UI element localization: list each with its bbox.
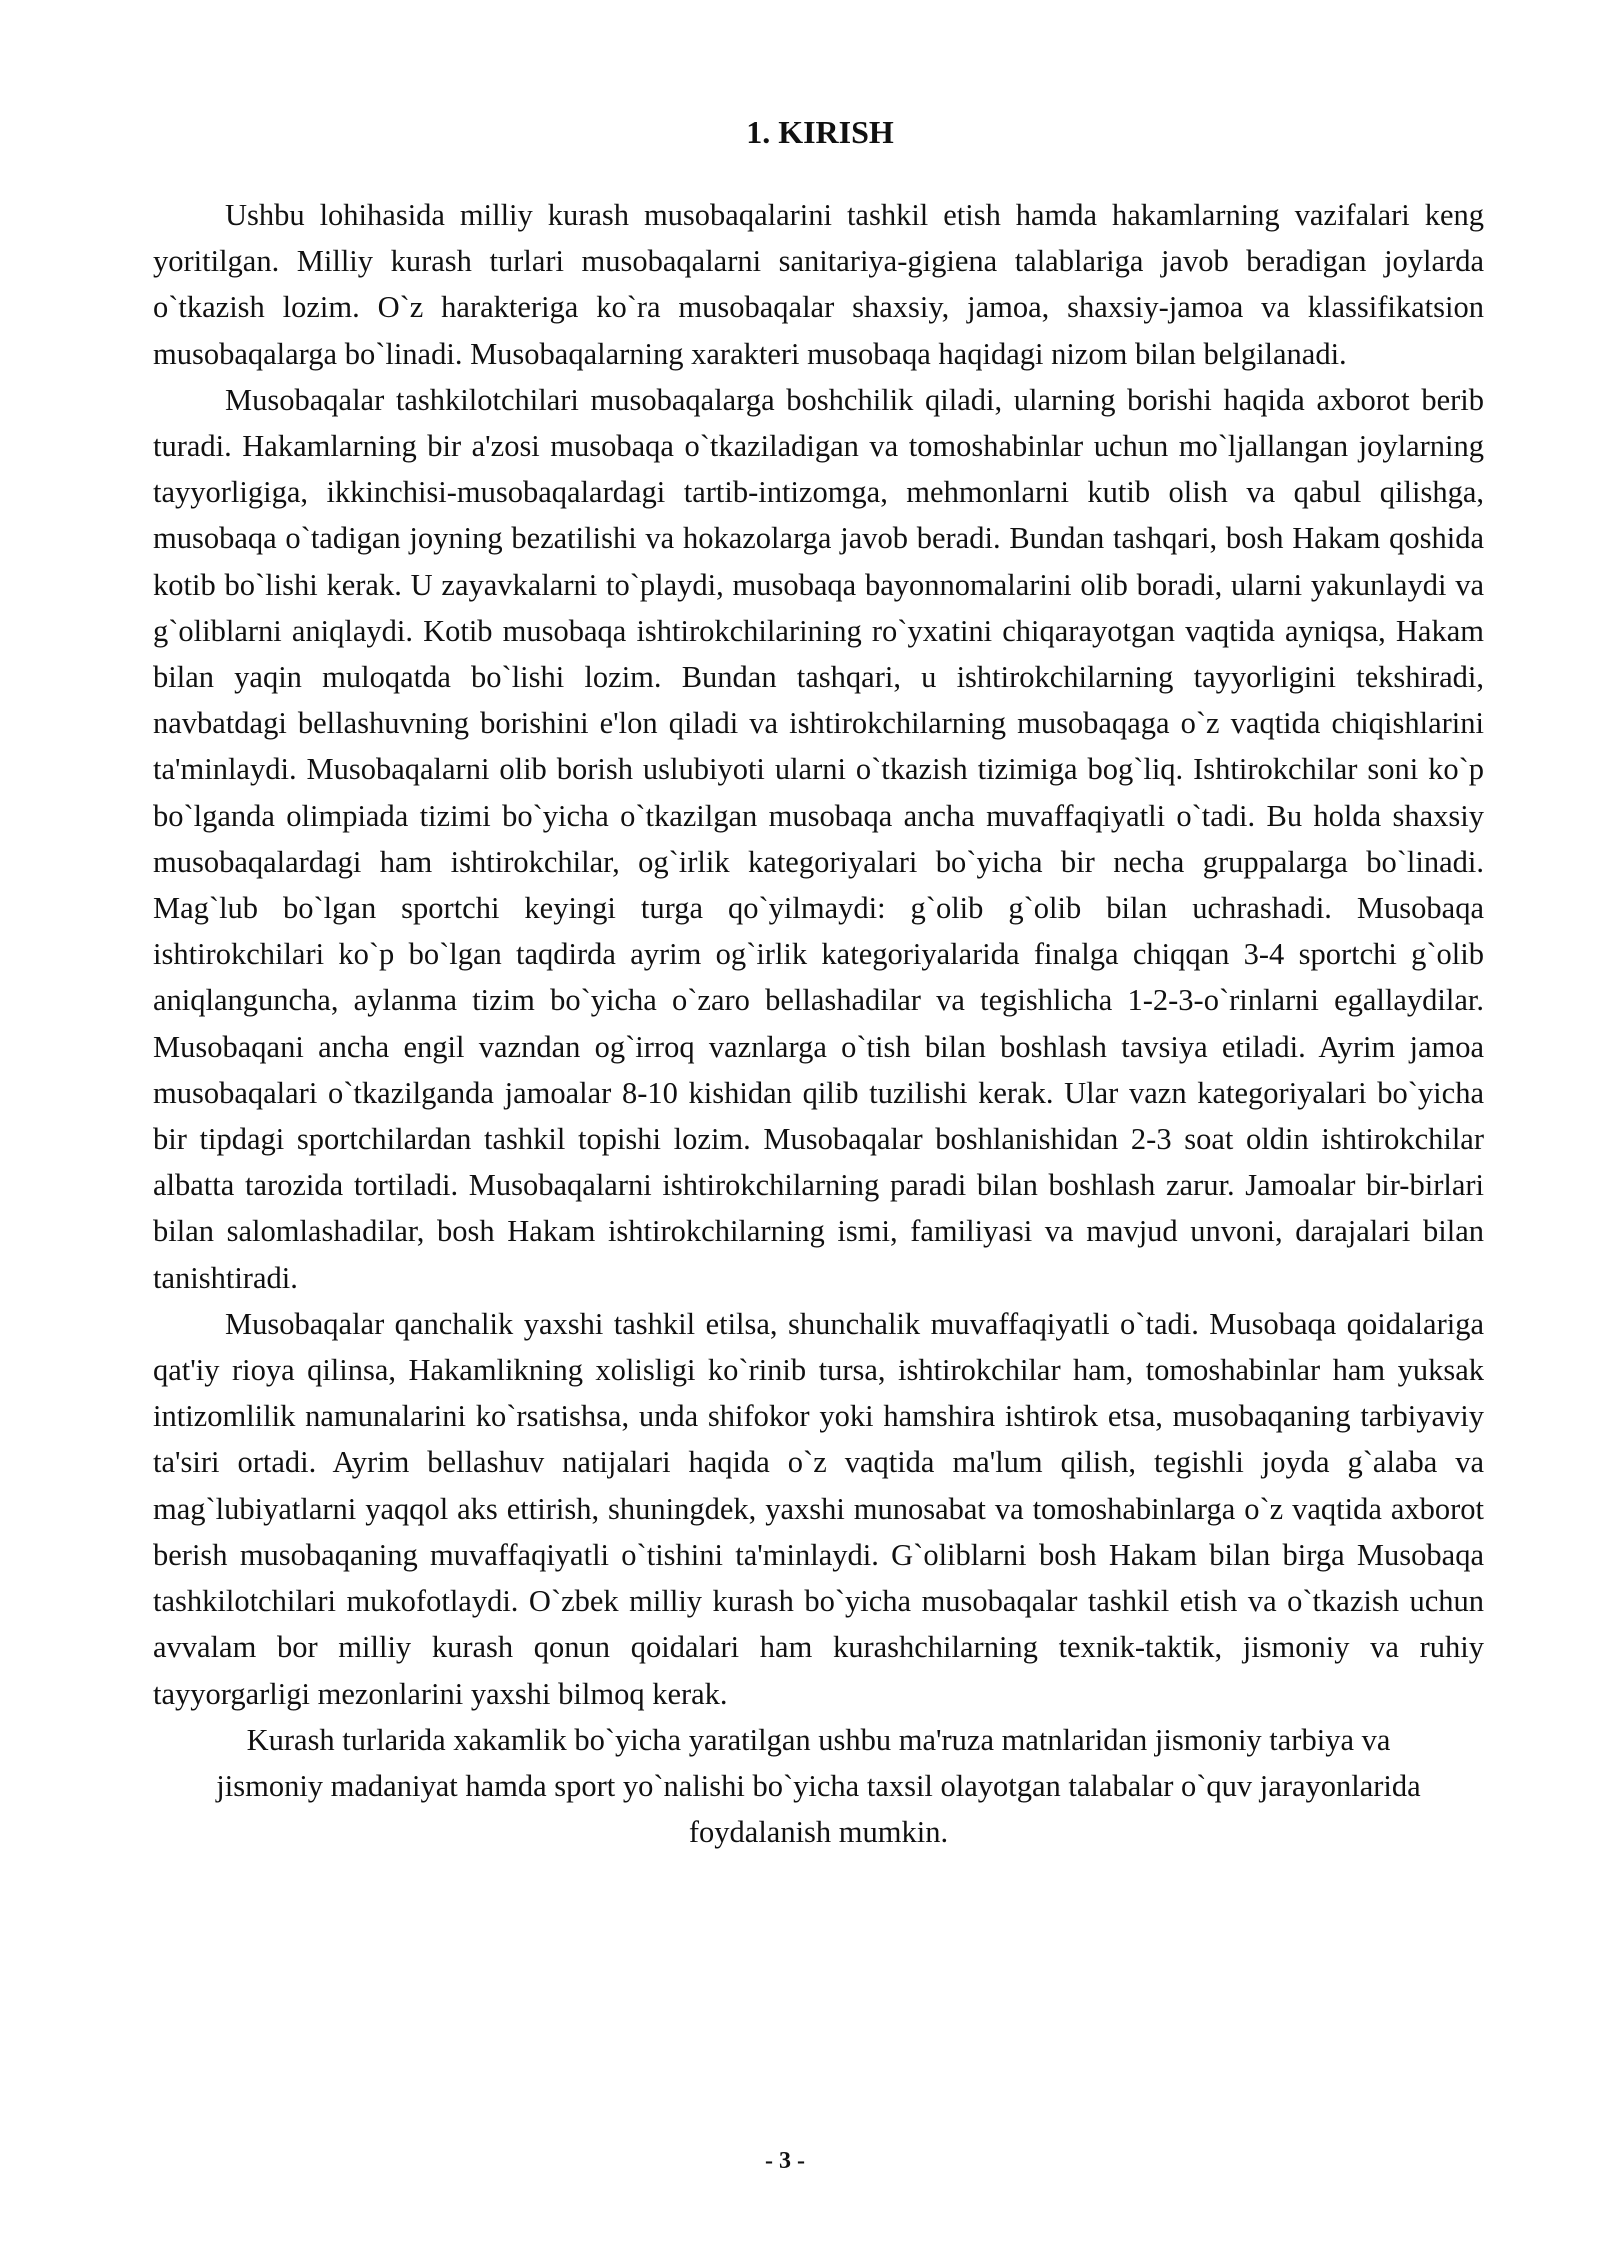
paragraph-1: Ushbu lohihasida milliy kurash musobaqalarini tashkil etish hamda hakamlarning vazifalari keng yoritilgan. Milliy kurash turlari musobaqalarni sanitariya-gigiena talablariga javob beradigan joylarda o`tkazish lozim. O`z harakteriga ko`ra musobaqalar shaxsiy, jamoa, shaxsiy-jamoa va klassifikatsion musobaqalarga bo`linadi. Musobaqalarning xarakteri musobaqa haqidagi nizom bilan belgilanadi. [153, 198, 1484, 371]
section-title: 1. KIRISH [746, 114, 894, 150]
paragraph-3: Musobaqalar qanchalik yaxshi tashkil etilsa, shunchalik muvaffaqiyatli o`tadi. Musobaqa qoidalariga qat'iy rioya qilinsa, Hakamlikning xolisligi ko`rinib tursa, ishtirokchilar ham, tomoshabinlar ham yuksak intizomlilik namunalarini ko`rsatishsa, unda shifokor yoki hamshira ishtirok etsa, musobaqaning tarbiyaviy ta'siri ortadi. Ayrim bellashuv natijalari haqida o`z vaqtida ma'lum qilish, tegishli joyda g`alaba va mag`lubiyatlarni yaqqol aks ettirish, shuningdek, yaxshi munosabat va tomoshabinlarga o`z vaqtida axborot berish musobaqaning muvaffaqiyatli o`tishini ta'minlaydi. G`oliblarni bosh Hakam bilan birga Musobaqa tashkilotchilari mukofotlaydi. O`zbek milliy kurash bo`yicha musobaqalar tashkil etish va o`tkazish uchun avvalam bor milliy kurash qonun qoidalari ham kurashchilarning texnik-taktik, jismoniy va ruhiy tayyorgarligi mezonlarini yaxshi bilmoq kerak. [153, 1306, 1484, 1711]
page-number: - 3 - [765, 2148, 805, 2174]
paragraph-2: Musobaqalar tashkilotchilari musobaqalarga boshchilik qiladi, ularning borishi haqida axborot berib turadi. Hakamlarning bir a'zosi musobaqa o`tkaziladigan va tomoshabinlar uchun mo`ljallangan joylarning tayyorligiga, ikkinchisi-musobaqalardagi tartib-intizomga, mehmonlarni kutib olish va qabul qilishga, musobaqa o`tadigan joyning bezatilishi va hokazolarga javob beradi. Bundan tashqari, bosh Hakam qoshida kotib bo`lishi kerak. U zayavkalarni to`playdi, musobaqa bayonnomalarini olib boradi, ularni yakunlaydi va g`oliblarni aniqlaydi. Kotib musobaqa ishtirokchilarining ro`yxatini chiqarayotgan vaqtida ayniqsa, Hakam bilan yaqin muloqatda bo`lishi lozim. Bundan tashqari, u ishtirokchilarning tayyorligini tekshiradi, navbatdagi bellashuvning borishini e'lon qiladi va ishtirokchilarning musobaqaga o`z vaqtida chiqishlarini ta'minlaydi. Musobaqalarni olib borish uslubiyoti ularni o`tkazish tizimiga bog`liq. Ishtirokchilar soni ko`p bo`lganda olimpiada tizimi bo`yicha o`tkazilgan musobaqa ancha muvaffaqiyatli o`tadi. Bu holda shaxsiy musobaqalardagi ham ishtirokchilar, og`irlik kategoriyalari bo`yicha bir necha gruppalarga bo`linadi. Mag`lub bo`lgan sportchi keyingi turga qo`yilmaydi: g`olib g`olib bilan uchrashadi. Musobaqa ishtirokchilari ko`p bo`lgan taqdirda ayrim og`irlik kategoriyalarida finalga chiqqan 3-4 sportchi g`olib aniqlanguncha, aylanma tizim bo`yicha o`zaro bellashadilar va tegishlicha 1-2-3-o`rinlarni egallaydilar. Musobaqani ancha engil vazndan og`irroq vaznlarga o`tish bilan boshlash tavsiya etiladi. Ayrim jamoa musobaqalari o`tkazilganda jamoalar 8-10 kishidan qilib tuzilishi kerak. Ular vazn kategoriyalari bo`yicha bir tipdagi sportchilardan tashkil topishi lozim. Musobaqalar boshlanishidan 2-3 soat oldin ishtirokchilar albatta tarozida tortiladi. Musobaqalarni ishtirokchilarning paradi bilan boshlash zarur. Jamoalar bir-birlari bilan salomlashadilar, bosh Hakam ishtirokchilarning ismi, familiyasi va mavjud unvoni, darajalari bilan tanishtiradi. [153, 382, 1484, 1295]
closing-paragraph: Kurash turlarida xakamlik bo`yicha yaratilgan ushbu ma'ruza matnlaridan jismoniy tarbiya va jismoniy madaniyat hamda sport yo`nalishi bo`yicha taxsil olayotgan talabalar o`quv jarayonlarida foydalanish mumkin. [216, 1722, 1421, 1850]
body-text [153, 192, 1484, 1855]
